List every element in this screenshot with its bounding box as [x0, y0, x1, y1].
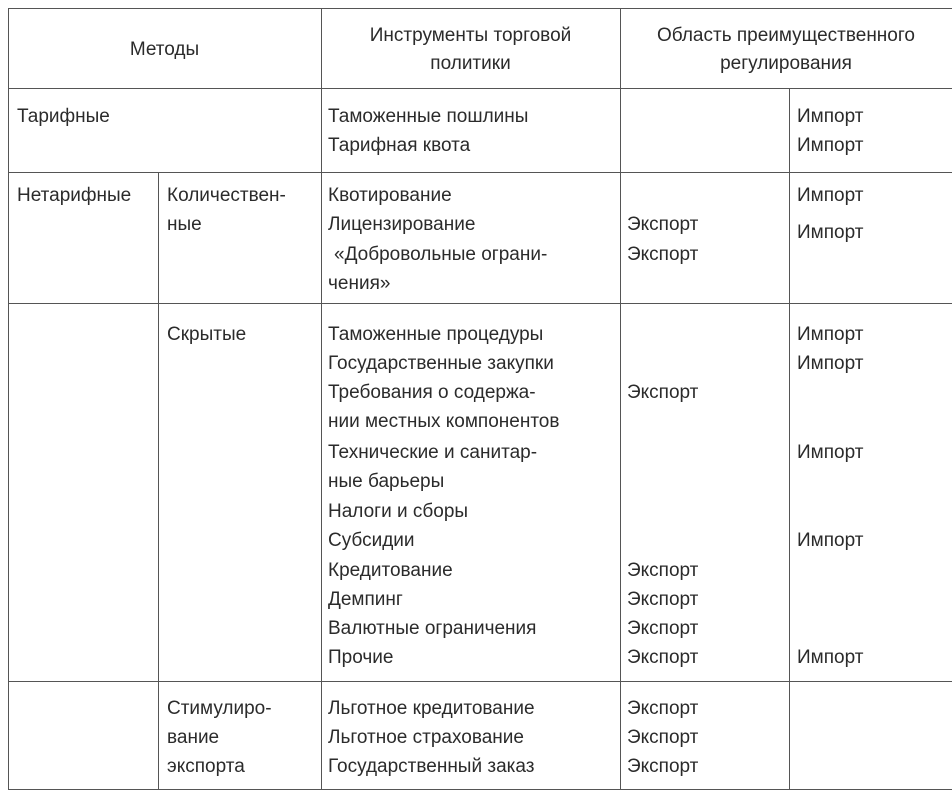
rule-header-bottom	[8, 88, 952, 89]
export-mark: Экспорт	[627, 560, 699, 581]
instrument: Таможенные пошлины	[328, 106, 529, 127]
import-mark: Импорт	[797, 135, 864, 156]
export-mark: Экспорт	[627, 214, 699, 235]
method-tariff: Тарифные	[17, 106, 110, 127]
rule-bottom	[8, 789, 952, 790]
import-mark: Импорт	[797, 185, 864, 206]
instrument: чения»	[328, 273, 391, 294]
subgroup-stimulation-line3: экспорта	[167, 756, 245, 777]
subgroup-stimulation-line2: вание	[167, 727, 220, 748]
import-mark: Импорт	[797, 442, 864, 463]
rule-col-instr	[321, 8, 322, 789]
instrument: Демпинг	[328, 589, 403, 610]
instrument: Государственный заказ	[328, 756, 535, 777]
rule-row2	[8, 303, 952, 304]
instrument: нии местных компонентов	[328, 411, 560, 432]
instrument: Государственные закупки	[328, 353, 554, 374]
instrument: Требования о содержа-	[328, 382, 536, 403]
instrument: Технические и санитар-	[328, 442, 538, 463]
rule-row3	[8, 681, 952, 682]
instrument: Таможенные процедуры	[328, 324, 544, 345]
rule-col-import	[789, 88, 790, 789]
subgroup-stimulation-line1: Стимулиро-	[167, 698, 272, 719]
rule-col-export	[620, 8, 621, 789]
export-mark: Экспорт	[627, 589, 699, 610]
header-area-line1: Область преимущественного	[657, 25, 915, 46]
export-mark: Экспорт	[627, 698, 699, 719]
export-mark: Экспорт	[627, 727, 699, 748]
method-nontariff: Нетарифные	[17, 185, 132, 206]
rule-top	[8, 8, 952, 9]
rule-col-left	[8, 8, 9, 789]
header-instruments-line1: Инструменты торговой	[369, 25, 572, 46]
rule-col-sub	[158, 172, 159, 789]
header-methods: Методы	[129, 39, 200, 60]
import-mark: Импорт	[797, 530, 864, 551]
subgroup-quantitative-line1: Количествен-	[167, 185, 286, 206]
import-mark: Импорт	[797, 324, 864, 345]
export-mark: Экспорт	[627, 647, 699, 668]
instrument: Налоги и сборы	[328, 501, 469, 522]
export-mark: Экспорт	[627, 382, 699, 403]
instrument: Лицензирование	[328, 214, 476, 235]
import-mark: Импорт	[797, 222, 864, 243]
export-mark: Экспорт	[627, 756, 699, 777]
instrument: Квотирование	[328, 185, 452, 206]
subgroup-quantitative-line2: ные	[167, 214, 202, 235]
export-mark: Экспорт	[627, 244, 699, 265]
import-mark: Импорт	[797, 353, 864, 374]
instrument: Льготное страхование	[328, 727, 524, 748]
instrument: Прочие	[328, 647, 394, 668]
header-area-line2: регулирования	[720, 53, 852, 74]
export-mark: Экспорт	[627, 618, 699, 639]
instrument: Льготное кредитование	[328, 698, 535, 719]
instrument: Субсидии	[328, 530, 415, 551]
import-mark: Импорт	[797, 647, 864, 668]
subgroup-hidden: Скрытые	[167, 324, 247, 345]
rule-row1	[8, 172, 952, 173]
instrument: ные барьеры	[328, 471, 445, 492]
instrument: Валютные ограничения	[328, 618, 537, 639]
instrument: Тарифная квота	[328, 135, 471, 156]
instrument: Кредитование	[328, 560, 453, 581]
header-instruments-line2: политики	[430, 53, 511, 74]
instrument: «Добровольные ограни-	[334, 244, 548, 265]
import-mark: Импорт	[797, 106, 864, 127]
